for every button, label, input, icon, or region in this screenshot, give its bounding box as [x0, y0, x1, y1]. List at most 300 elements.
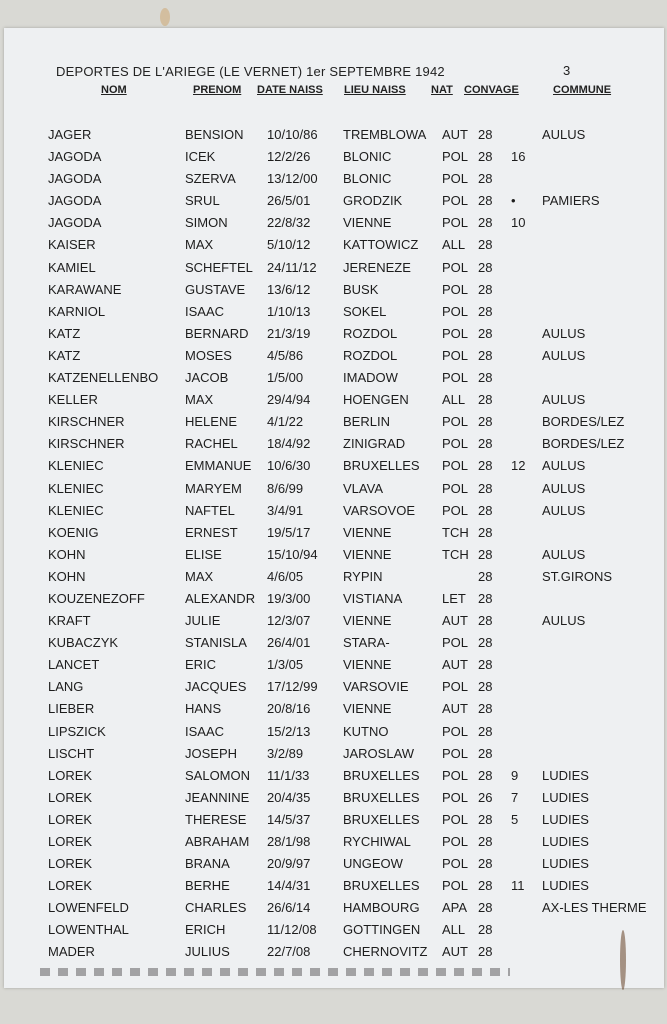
- cell-convoi: 28: [478, 856, 493, 872]
- cell-nat: POL: [442, 878, 469, 894]
- table-row: [0, 390, 667, 412]
- cell-date: 12/3/07: [267, 613, 311, 629]
- cell-convoi: 28: [478, 193, 493, 209]
- cell-nat: LET: [442, 590, 466, 606]
- cell-convoi: 28: [478, 745, 493, 761]
- cell-nom: KIRSCHNER: [48, 414, 125, 430]
- cell-nat: POL: [442, 502, 469, 518]
- cell-nom: KLENIEC: [48, 480, 104, 496]
- cell-nom: KOHN: [48, 546, 86, 562]
- cell-nat: POL: [442, 745, 469, 761]
- table-row: [0, 567, 667, 589]
- cell-lieu: KUTNO: [343, 723, 389, 739]
- cell-prenom: ERICH: [185, 922, 226, 938]
- table-row: [0, 655, 667, 677]
- table-row: [0, 213, 667, 235]
- cell-date: 8/6/99: [267, 480, 304, 496]
- cell-prenom: SALOMON: [185, 767, 251, 783]
- cell-commune: AULUS: [542, 458, 586, 474]
- cell-nat: POL: [442, 259, 469, 275]
- cell-lieu: VIENNE: [343, 613, 392, 629]
- cell-date: 22/8/32: [267, 215, 311, 231]
- cell-prenom: THERESE: [185, 811, 247, 827]
- cell-commune: LUDIES: [542, 767, 589, 783]
- table-row: [0, 523, 667, 545]
- cell-nat: POL: [442, 635, 469, 651]
- page-number: 3: [563, 63, 571, 78]
- cell-date: 4/6/05: [267, 568, 304, 584]
- header-commune: COMMUNE: [553, 84, 612, 96]
- cell-date: 20/4/35: [267, 789, 311, 805]
- cell-convoi: 28: [478, 392, 493, 408]
- table-row: [0, 589, 667, 611]
- cell-lieu: BLONIC: [343, 149, 392, 165]
- cell-lieu: VARSOVOE: [343, 502, 416, 518]
- cell-convoi: 28: [478, 900, 493, 916]
- cell-date: 13/6/12: [267, 281, 311, 297]
- cell-lieu: HOENGEN: [343, 392, 409, 408]
- cell-convoi: 28: [478, 458, 493, 474]
- cell-lieu: GRODZIK: [343, 193, 403, 209]
- cell-date: 4/5/86: [267, 347, 304, 363]
- cell-nom: LIEBER: [48, 701, 95, 717]
- cell-nom: LOREK: [48, 789, 93, 805]
- cell-lieu: VIENNE: [343, 215, 392, 231]
- cell-convoi: 28: [478, 215, 493, 231]
- table-row: [0, 169, 667, 191]
- cell-date: 29/4/94: [267, 392, 311, 408]
- cell-convoi: 28: [478, 524, 493, 540]
- cell-convoi: 28: [478, 370, 493, 386]
- cell-prenom: ERIC: [185, 657, 217, 673]
- table-row: [0, 280, 667, 302]
- cell-nat: POL: [442, 149, 469, 165]
- table-row: [0, 677, 667, 699]
- deportee-table: [0, 125, 667, 965]
- cell-prenom: MAX: [185, 237, 214, 253]
- cell-nom: KUBACZYK: [48, 635, 119, 651]
- cell-convoi: 28: [478, 834, 493, 849]
- cell-lieu: VIENNE: [343, 657, 392, 673]
- cell-commune: AULUS: [542, 546, 586, 562]
- cell-lieu: VISTIANA: [343, 590, 403, 606]
- cell-nat: APA: [442, 900, 468, 916]
- cell-prenom: ELISE: [185, 546, 222, 562]
- table-row: [0, 501, 667, 523]
- cell-convoi: 28: [478, 281, 493, 297]
- cell-number: •: [511, 193, 516, 209]
- cell-date: 5/10/12: [267, 237, 311, 253]
- cell-lieu: VIENNE: [343, 524, 392, 540]
- cell-prenom: SZERVA: [185, 171, 236, 187]
- cell-nat: ALL: [442, 392, 466, 408]
- cell-nom: LIPSZICK: [48, 723, 106, 739]
- cell-prenom: MOSES: [185, 347, 232, 363]
- table-row: [0, 412, 667, 434]
- table-row: [0, 324, 667, 346]
- cell-date: 26/6/14: [267, 900, 311, 916]
- cell-convoi: 28: [478, 127, 493, 142]
- cell-date: 20/8/16: [267, 701, 311, 717]
- cell-nat: POL: [442, 347, 469, 363]
- table-row: [0, 810, 667, 832]
- header-convoi: CONVAGE: [464, 84, 519, 96]
- cell-nat: ALL: [442, 922, 466, 938]
- cell-convoi: 28: [478, 635, 493, 651]
- cell-date: 19/3/00: [267, 590, 311, 606]
- cell-date: 21/3/19: [267, 325, 311, 341]
- cell-nom: KOHN: [48, 568, 86, 584]
- table-row: [0, 479, 667, 501]
- cell-date: 14/4/31: [267, 878, 311, 894]
- cell-number: 11: [511, 878, 525, 894]
- table-row: [0, 434, 667, 456]
- table-row: [0, 368, 667, 390]
- cell-date: 13/12/00: [267, 171, 318, 187]
- cell-lieu: BERLIN: [343, 414, 390, 430]
- cell-lieu: VARSOVIE: [343, 679, 409, 695]
- cell-nat: POL: [442, 303, 469, 319]
- table-row: [0, 699, 667, 721]
- cell-lieu: CHERNOVITZ: [343, 944, 428, 960]
- table-row: [0, 147, 667, 169]
- header-date-naiss: DATE NAISS: [257, 84, 323, 96]
- cell-nat: AUT: [442, 127, 468, 142]
- cell-nom: KLENIEC: [48, 458, 104, 474]
- cell-nom: KAMIEL: [48, 259, 96, 275]
- cell-nom: KATZ: [48, 325, 81, 341]
- cell-prenom: BENSION: [185, 127, 244, 142]
- cell-lieu: HAMBOURG: [343, 900, 420, 916]
- cell-nom: MADER: [48, 944, 95, 960]
- cell-convoi: 28: [478, 568, 493, 584]
- table-row: [0, 456, 667, 478]
- cell-lieu: VLAVA: [343, 480, 383, 496]
- cell-lieu: UNGEOW: [343, 856, 403, 872]
- cell-nat: POL: [442, 281, 469, 297]
- cell-lieu: JERENEZE: [343, 259, 411, 275]
- cell-nom: LANG: [48, 679, 84, 695]
- cell-prenom: MAX: [185, 392, 214, 408]
- cell-date: 14/5/37: [267, 811, 311, 827]
- cell-prenom: ICEK: [185, 149, 216, 165]
- cell-prenom: SRUL: [185, 193, 220, 209]
- cell-nom: LOREK: [48, 856, 93, 872]
- cell-convoi: 28: [478, 878, 493, 894]
- cell-nom: JAGER: [48, 127, 92, 142]
- cell-nat: POL: [442, 789, 469, 805]
- cell-nom: LOWENTHAL: [48, 922, 129, 938]
- document-title: DEPORTES DE L'ARIEGE (LE VERNET) 1er SEPTEMBRE 1942: [56, 64, 445, 79]
- cell-convoi: 28: [478, 679, 493, 695]
- cell-commune: AULUS: [542, 347, 586, 363]
- cell-nom: KATZENELLENBO: [48, 370, 159, 386]
- table-row: [0, 302, 667, 324]
- cell-commune: BORDES/LEZ: [542, 436, 625, 452]
- cell-lieu: RYCHIWAL: [343, 834, 411, 849]
- cell-nom: LOREK: [48, 811, 93, 827]
- cell-nom: LISCHT: [48, 745, 95, 761]
- table-row: [0, 633, 667, 655]
- cell-convoi: 28: [478, 149, 493, 165]
- cell-date: 15/2/13: [267, 723, 311, 739]
- cell-nat: AUT: [442, 944, 468, 960]
- cell-date: 26/5/01: [267, 193, 311, 209]
- table-row: [0, 744, 667, 766]
- cell-nat: POL: [442, 834, 469, 849]
- cell-convoi: 28: [478, 259, 493, 275]
- cell-prenom: HANS: [185, 701, 222, 717]
- cell-date: 1/10/13: [267, 303, 311, 319]
- cell-nat: ALL: [442, 237, 466, 253]
- cell-convoi: 28: [478, 414, 493, 430]
- cell-lieu: SOKEL: [343, 303, 387, 319]
- cell-prenom: NAFTEL: [185, 502, 235, 518]
- cell-number: 5: [511, 811, 519, 827]
- cell-nat: AUT: [442, 657, 468, 673]
- cell-date: 17/12/99: [267, 679, 318, 695]
- cell-nat: POL: [442, 325, 469, 341]
- cell-prenom: BERNARD: [185, 325, 249, 341]
- table-row: [0, 235, 667, 257]
- cell-date: 18/4/92: [267, 436, 311, 452]
- table-row: [0, 942, 667, 964]
- cell-prenom: CHARLES: [185, 900, 247, 916]
- cell-prenom: JACQUES: [185, 679, 247, 695]
- cell-number: 9: [511, 767, 519, 783]
- cell-lieu: BRUXELLES: [343, 458, 420, 474]
- cell-prenom: MARYEM: [185, 480, 242, 496]
- cell-lieu: STARA-: [343, 635, 390, 651]
- cell-lieu: ROZDOL: [343, 325, 398, 341]
- cell-nat: TCH: [442, 546, 469, 562]
- cell-lieu: BLONIC: [343, 171, 392, 187]
- cell-convoi: 28: [478, 436, 493, 452]
- cell-commune: AULUS: [542, 392, 586, 408]
- cell-lieu: KATTOWICZ: [343, 237, 419, 253]
- cell-convoi: 28: [478, 944, 493, 960]
- cell-date: 19/5/17: [267, 524, 311, 540]
- cell-nat: TCH: [442, 524, 469, 540]
- cell-nat: POL: [442, 767, 469, 783]
- cell-nat: POL: [442, 436, 469, 452]
- cell-lieu: VIENNE: [343, 701, 392, 717]
- table-row: [0, 258, 667, 280]
- cell-convoi: 28: [478, 325, 493, 341]
- cell-prenom: ABRAHAM: [185, 834, 250, 849]
- cell-convoi: 28: [478, 347, 493, 363]
- cell-number: 16: [511, 149, 526, 165]
- cell-lieu: RYPIN: [343, 568, 383, 584]
- cell-lieu: TREMBLOWA: [343, 127, 427, 142]
- table-row: [0, 854, 667, 876]
- header-prenom: PRENOM: [193, 84, 242, 96]
- cell-prenom: ERNEST: [185, 524, 238, 540]
- cell-prenom: MAX: [185, 568, 214, 584]
- cell-prenom: BERHE: [185, 878, 230, 894]
- cut-off-row: [40, 968, 510, 976]
- table-row: [0, 346, 667, 368]
- cell-convoi: 28: [478, 480, 493, 496]
- cell-date: 3/4/91: [267, 502, 304, 518]
- cell-date: 11/12/08: [267, 922, 317, 938]
- cell-prenom: RACHEL: [185, 436, 238, 452]
- cell-nat: POL: [442, 193, 469, 209]
- cell-nom: LOWENFELD: [48, 900, 129, 916]
- table-row: [0, 876, 667, 898]
- cell-lieu: BRUXELLES: [343, 811, 420, 827]
- cell-commune: AULUS: [542, 480, 586, 496]
- cell-commune: LUDIES: [542, 789, 589, 805]
- cell-date: 20/9/97: [267, 856, 311, 872]
- cell-prenom: STANISLA: [185, 635, 247, 651]
- cell-nom: KLENIEC: [48, 502, 104, 518]
- cell-nat: AUT: [442, 613, 468, 629]
- cell-date: 1/3/05: [267, 657, 304, 673]
- cell-nom: KOUZENEZOFF: [48, 590, 145, 606]
- cell-convoi: 28: [478, 613, 493, 629]
- cell-prenom: EMMANUE: [185, 458, 252, 474]
- cell-nom: KARAWANE: [48, 281, 122, 297]
- cell-convoi: 28: [478, 546, 493, 562]
- cell-lieu: BUSK: [343, 281, 379, 297]
- cell-lieu: GOTTINGEN: [343, 922, 421, 938]
- cell-convoi: 28: [478, 237, 493, 253]
- cell-nom: LOREK: [48, 834, 93, 849]
- cell-number: 10: [511, 215, 526, 231]
- cell-date: 15/10/94: [267, 546, 318, 562]
- cell-nat: POL: [442, 480, 469, 496]
- cell-nom: JAGODA: [48, 215, 102, 231]
- table-row: [0, 788, 667, 810]
- cell-prenom: JULIE: [185, 613, 221, 629]
- cell-nom: KATZ: [48, 347, 81, 363]
- cell-commune: AX-LES THERME: [542, 900, 647, 916]
- cell-nom: KIRSCHNER: [48, 436, 125, 452]
- table-row: [0, 898, 667, 920]
- cell-nom: LOREK: [48, 878, 93, 894]
- cell-nom: KARNIOL: [48, 303, 106, 319]
- cell-nat: POL: [442, 215, 469, 231]
- cell-date: 24/11/12: [267, 259, 317, 275]
- cell-nat: POL: [442, 679, 469, 695]
- cell-date: 1/5/00: [267, 370, 304, 386]
- cell-nat: POL: [442, 171, 469, 187]
- cell-prenom: JOSEPH: [185, 745, 238, 761]
- cell-prenom: JACOB: [185, 370, 229, 386]
- cell-convoi: 28: [478, 590, 493, 606]
- cell-nom: LANCET: [48, 657, 100, 673]
- table-row: [0, 920, 667, 942]
- table-row: [0, 125, 667, 147]
- cell-number: 12: [511, 458, 526, 474]
- table-row: [0, 545, 667, 567]
- cell-convoi: 28: [478, 767, 493, 783]
- cell-prenom: ALEXANDR: [185, 590, 256, 606]
- cell-nom: LOREK: [48, 767, 93, 783]
- table-row: [0, 766, 667, 788]
- header-nat: NAT: [431, 84, 453, 96]
- cell-convoi: 28: [478, 502, 493, 518]
- cell-date: 10/10/86: [267, 127, 318, 142]
- cell-lieu: ROZDOL: [343, 347, 398, 363]
- cell-commune: AULUS: [542, 325, 586, 341]
- cell-lieu: BRUXELLES: [343, 789, 420, 805]
- cell-commune: AULUS: [542, 127, 586, 142]
- cell-convoi: 28: [478, 657, 493, 673]
- cell-convoi: 26: [478, 789, 493, 805]
- cell-nat: AUT: [442, 701, 468, 717]
- cell-date: 3/2/89: [267, 745, 304, 761]
- cell-commune: LUDIES: [542, 834, 589, 849]
- cell-nat: POL: [442, 414, 469, 430]
- cell-date: 28/1/98: [267, 834, 311, 849]
- cell-commune: LUDIES: [542, 856, 589, 872]
- cell-nom: JAGODA: [48, 149, 102, 165]
- cell-commune: PAMIERS: [542, 193, 600, 209]
- cell-commune: ST.GIRONS: [542, 568, 613, 584]
- header-nom: NOM: [101, 84, 127, 96]
- cell-prenom: HELENE: [185, 414, 238, 430]
- stain-mark: [160, 8, 170, 26]
- cell-convoi: 28: [478, 922, 493, 938]
- cell-nom: KELLER: [48, 392, 98, 408]
- cell-number: 7: [511, 789, 519, 805]
- cell-nom: KAISER: [48, 237, 96, 253]
- cell-date: 12/2/26: [267, 149, 311, 165]
- table-row: [0, 191, 667, 213]
- cell-nat: POL: [442, 723, 469, 739]
- cell-nat: POL: [442, 856, 469, 872]
- cell-nom: JAGODA: [48, 171, 102, 187]
- cell-prenom: ISAAC: [185, 723, 225, 739]
- cell-commune: LUDIES: [542, 811, 589, 827]
- table-row: [0, 611, 667, 633]
- cell-lieu: JAROSLAW: [343, 745, 415, 761]
- cell-lieu: IMADOW: [343, 370, 398, 386]
- cell-prenom: BRANA: [185, 856, 230, 872]
- cell-convoi: 28: [478, 811, 493, 827]
- cell-nat: POL: [442, 370, 469, 386]
- cell-date: 11/1/33: [267, 767, 310, 783]
- cell-commune: LUDIES: [542, 878, 589, 894]
- cell-prenom: JEANNINE: [185, 789, 250, 805]
- cell-date: 26/4/01: [267, 635, 311, 651]
- table-row: [0, 722, 667, 744]
- cell-convoi: 28: [478, 723, 493, 739]
- cell-prenom: ISAAC: [185, 303, 225, 319]
- cell-commune: AULUS: [542, 613, 586, 629]
- cell-lieu: BRUXELLES: [343, 767, 420, 783]
- cell-nom: KOENIG: [48, 524, 99, 540]
- cell-date: 10/6/30: [267, 458, 311, 474]
- cell-lieu: BRUXELLES: [343, 878, 420, 894]
- cell-date: 22/7/08: [267, 944, 311, 960]
- cell-lieu: ZINIGRAD: [343, 436, 406, 452]
- cell-commune: BORDES/LEZ: [542, 414, 625, 430]
- cell-nom: KRAFT: [48, 613, 91, 629]
- cell-nat: POL: [442, 811, 469, 827]
- cell-prenom: GUSTAVE: [185, 281, 246, 297]
- cell-prenom: SIMON: [185, 215, 228, 231]
- table-row: [0, 832, 667, 854]
- cell-nom: JAGODA: [48, 193, 102, 209]
- cell-lieu: VIENNE: [343, 546, 392, 562]
- cell-date: 4/1/22: [267, 414, 304, 430]
- cell-prenom: JULIUS: [185, 944, 230, 960]
- cell-convoi: 28: [478, 303, 493, 319]
- header-lieu-naiss: LIEU NAISS: [344, 84, 406, 96]
